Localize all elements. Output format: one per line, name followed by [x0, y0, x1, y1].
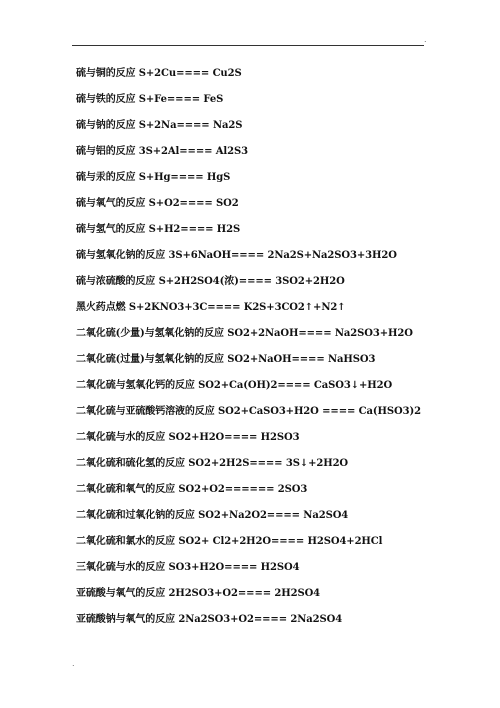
reaction-line: 黑火药点燃 S+2KNO3+3C==== K2S+3CO2↑+N2↑ [76, 302, 346, 313]
reaction-list [76, 64, 476, 636]
reaction-line: 二氧化硫(少量)与氢氧化钠的反应 SO2+2NaOH==== Na2SO3+H2O [76, 328, 413, 339]
reaction-line: 二氧化硫和氯水的反应 SO2+ Cl2+2H2O==== H2SO4+2HCl [76, 536, 383, 547]
reaction-line: 硫与氢氧化钠的反应 3S+6NaOH==== 2Na2S+Na2SO3+3H2O [76, 250, 397, 261]
reaction-line: 硫与钠的反应 S+2Na==== Na2S [76, 120, 243, 131]
reaction-line: 硫与铁的反应 S+Fe==== FeS [76, 94, 224, 105]
reaction-line: 亚硫酸与氧气的反应 2H2SO3+O2==== 2H2SO4 [76, 588, 321, 599]
reaction-line: 二氧化硫和过氧化钠的反应 SO2+Na2O2==== Na2SO4 [76, 510, 349, 521]
reaction-line: 硫与氢气的反应 S+H2==== H2S [76, 224, 241, 235]
reaction-line: 硫与浓硫酸的反应 S+2H2SO4(浓)==== 3SO2+2H2O [76, 276, 345, 287]
header-rule [72, 45, 424, 46]
reaction-line: 二氧化硫与氢氧化钙的反应 SO2+Ca(OH)2==== CaSO3↓+H2O [76, 380, 393, 391]
reaction-line: 二氧化硫和硫化氢的反应 SO2+2H2S==== 3S↓+2H2O [76, 458, 349, 469]
reaction-line: 二氧化硫与水的反应 SO2+H2O==== H2SO3 [76, 432, 300, 443]
reaction-line: 三氧化硫与水的反应 SO3+H2O==== H2SO4 [76, 562, 300, 573]
reaction-line: 亚硫酸钠与氧气的反应 2Na2SO3+O2==== 2Na2SO4 [76, 614, 343, 625]
reaction-line: 二氧化硫(过量)与氢氧化钠的反应 SO2+NaOH==== NaHSO3 [76, 354, 376, 365]
footer-mark: . [72, 659, 75, 668]
reaction-line: 硫与氧气的反应 S+O2==== SO2 [76, 198, 239, 209]
reaction-line: 硫与铜的反应 S+2Cu==== Cu2S [76, 68, 242, 79]
header-mark: . [424, 35, 427, 44]
reaction-line: 二氧化硫与亚硫酸钙溶液的反应 SO2+CaSO3+H2O ==== Ca(HSO3)2 [76, 406, 421, 417]
reaction-line: 硫与汞的反应 S+Hg==== HgS [76, 172, 231, 183]
reaction-line: 硫与铝的反应 3S+2Al==== Al2S3 [76, 146, 248, 157]
reaction-line: 二氧化硫和氧气的反应 SO2+O2====== 2SO3 [76, 484, 308, 495]
